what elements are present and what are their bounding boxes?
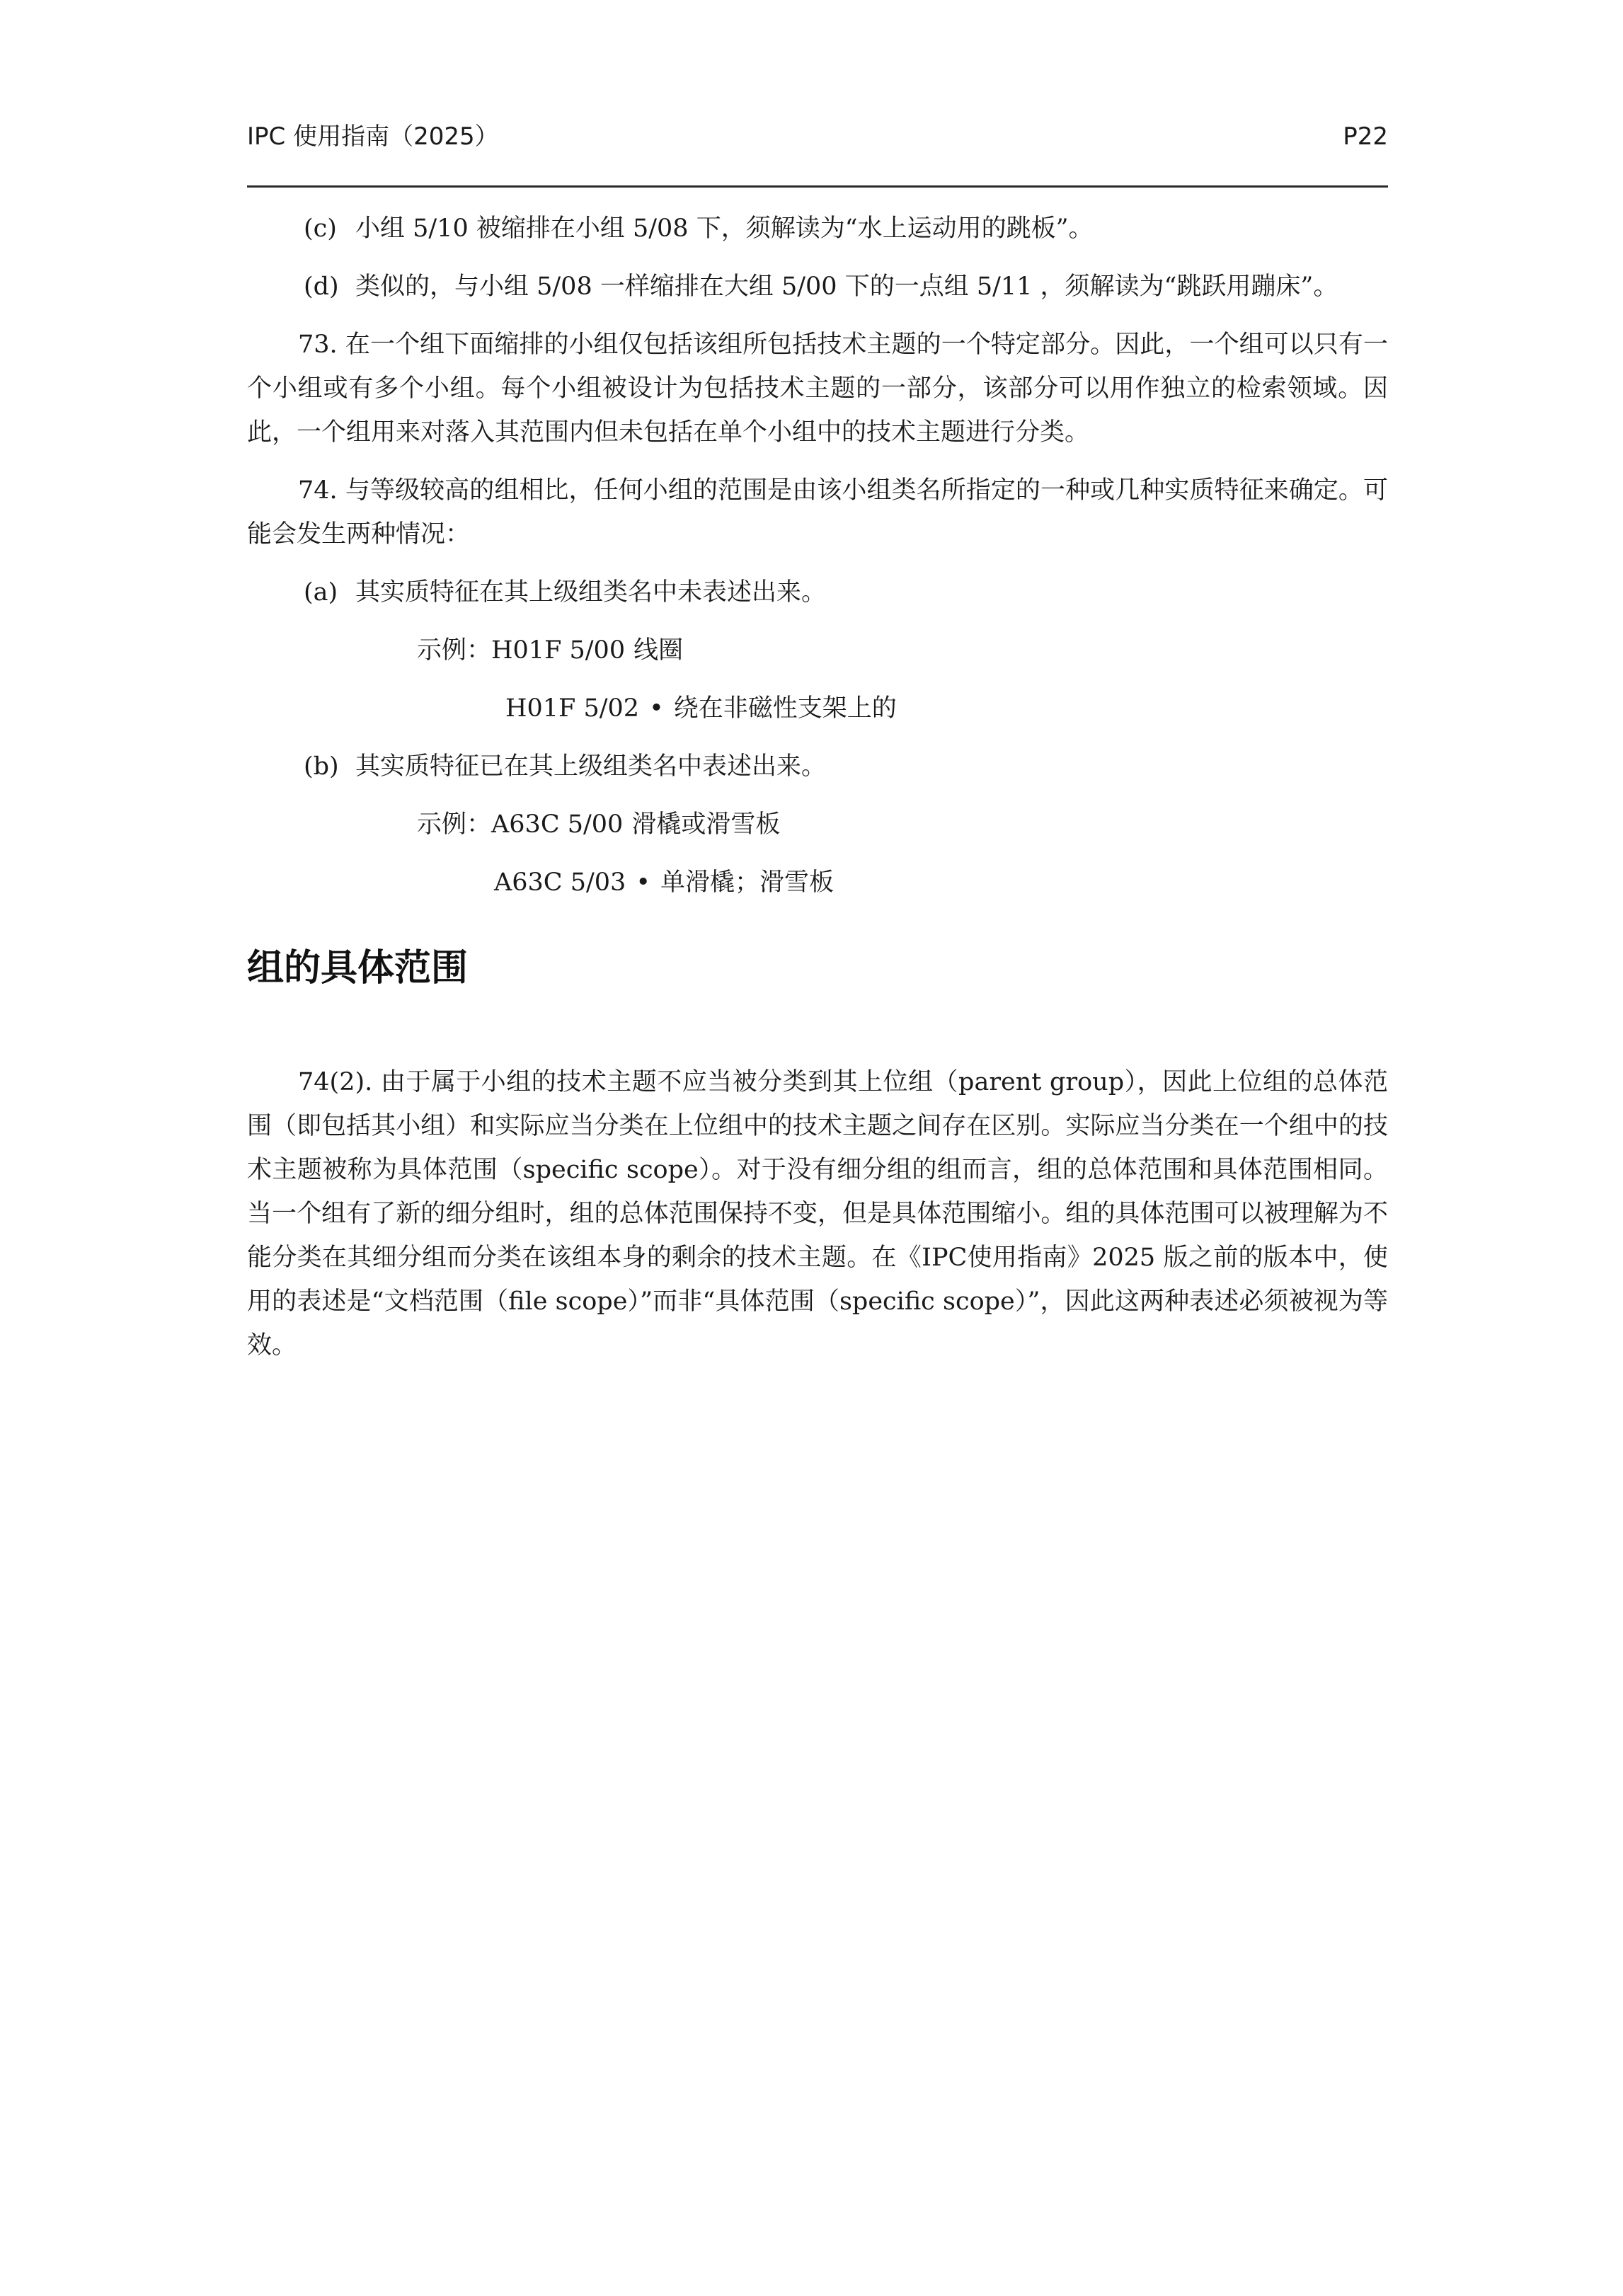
page-number: P22 (1343, 122, 1388, 151)
case-a-text: 其实质特征在其上级组类名中未表述出来。 (355, 578, 827, 607)
section-heading: 组的具体范围 (247, 947, 469, 989)
page-header (247, 119, 1388, 154)
example-b-subgroup (247, 861, 1388, 905)
classification-title: 滑橇或滑雪板 (631, 810, 781, 839)
paragraph-73: 73. 在一个组下面缩排的小组仅包括该组所包括技术主题的一个特定部分。因此，一个组可以只有一个小组或有多个小组。每个小组被设计为包括技术主题的一部分，该部分可以用作独立的检索领域。因此，一个组用来对落入其范围内但未包括在单个小组中的技术主题进行分类。 (247, 331, 1388, 447)
classification-title: 线圈 (633, 636, 684, 665)
paragraph-74: 74. 与等级较高的组相比，任何小组的范围是由该小组类名所指定的一种或几种实质特征来确定。可能会发生两种情况： (247, 476, 1388, 549)
header-divider (247, 185, 1388, 188)
classification-code: A63C 5/03 (494, 868, 626, 897)
classification-title: 单滑橇；滑雪板 (660, 868, 834, 897)
list-marker: (b) (304, 752, 339, 781)
classification-code: H01F 5/02 (505, 694, 640, 723)
example-label: 示例： (417, 636, 492, 665)
list-item-d (247, 265, 1388, 309)
example-b (247, 803, 1388, 846)
classification-code: A63C 5/00 (491, 810, 624, 839)
case-b-text: 其实质特征已在其上级组类名中表述出来。 (355, 752, 827, 781)
list-item-text: 小组 5/10 被缩排在小组 5/08 下，须解读为“水上运动用的跳板”。 (355, 214, 1094, 243)
list-item-text: 类似的，与小组 5/08 一样缩排在大组 5/00 下的一点组 5/11 ，须解读为“跳跃用蹦床”。 (355, 272, 1338, 301)
classification-code: H01F 5/00 (491, 636, 626, 665)
subgroup-dot: • (649, 694, 664, 723)
paragraph-74-2: 74(2). 由于属于小组的技术主题不应当被分类到其上位组（parent group），因此上位组的总体范围（即包括其小组）和实际应当分类在上位组中的技术主题之间存在区别。实际应当分类在一个组中的技术主题被称为具体范围（specific scope）。对于没有细分组的组而言，组的总体范围和具体范围相同。当一个组有了新的细分组时，组的总体范围保持不变，但是具体范围缩小。组的具体范围可以被理解为不能分类在其细分组而分类在该组本身的剩余的技术主题。在《IPC使用指南》2025 版之前的版本中，使用的表述是“文档范围（file scope）”而非“具体范围（specific scope）”，因此这两种表述必须被视为等效。 (247, 1068, 1388, 1360)
header-title: IPC 使用指南（2025） (247, 122, 499, 151)
classification-title: 绕在非磁性支架上的 (673, 694, 897, 723)
list-marker: (a) (304, 578, 338, 607)
case-a (247, 570, 1388, 614)
list-item-c (247, 207, 1388, 251)
subgroup-dot: • (636, 868, 650, 897)
example-a (247, 628, 1388, 672)
list-marker: (d) (304, 272, 339, 301)
list-marker: (c) (304, 214, 337, 243)
document-body (247, 207, 1388, 1382)
case-b (247, 745, 1388, 788)
example-a-subgroup (247, 687, 1388, 730)
example-label: 示例： (417, 810, 492, 839)
